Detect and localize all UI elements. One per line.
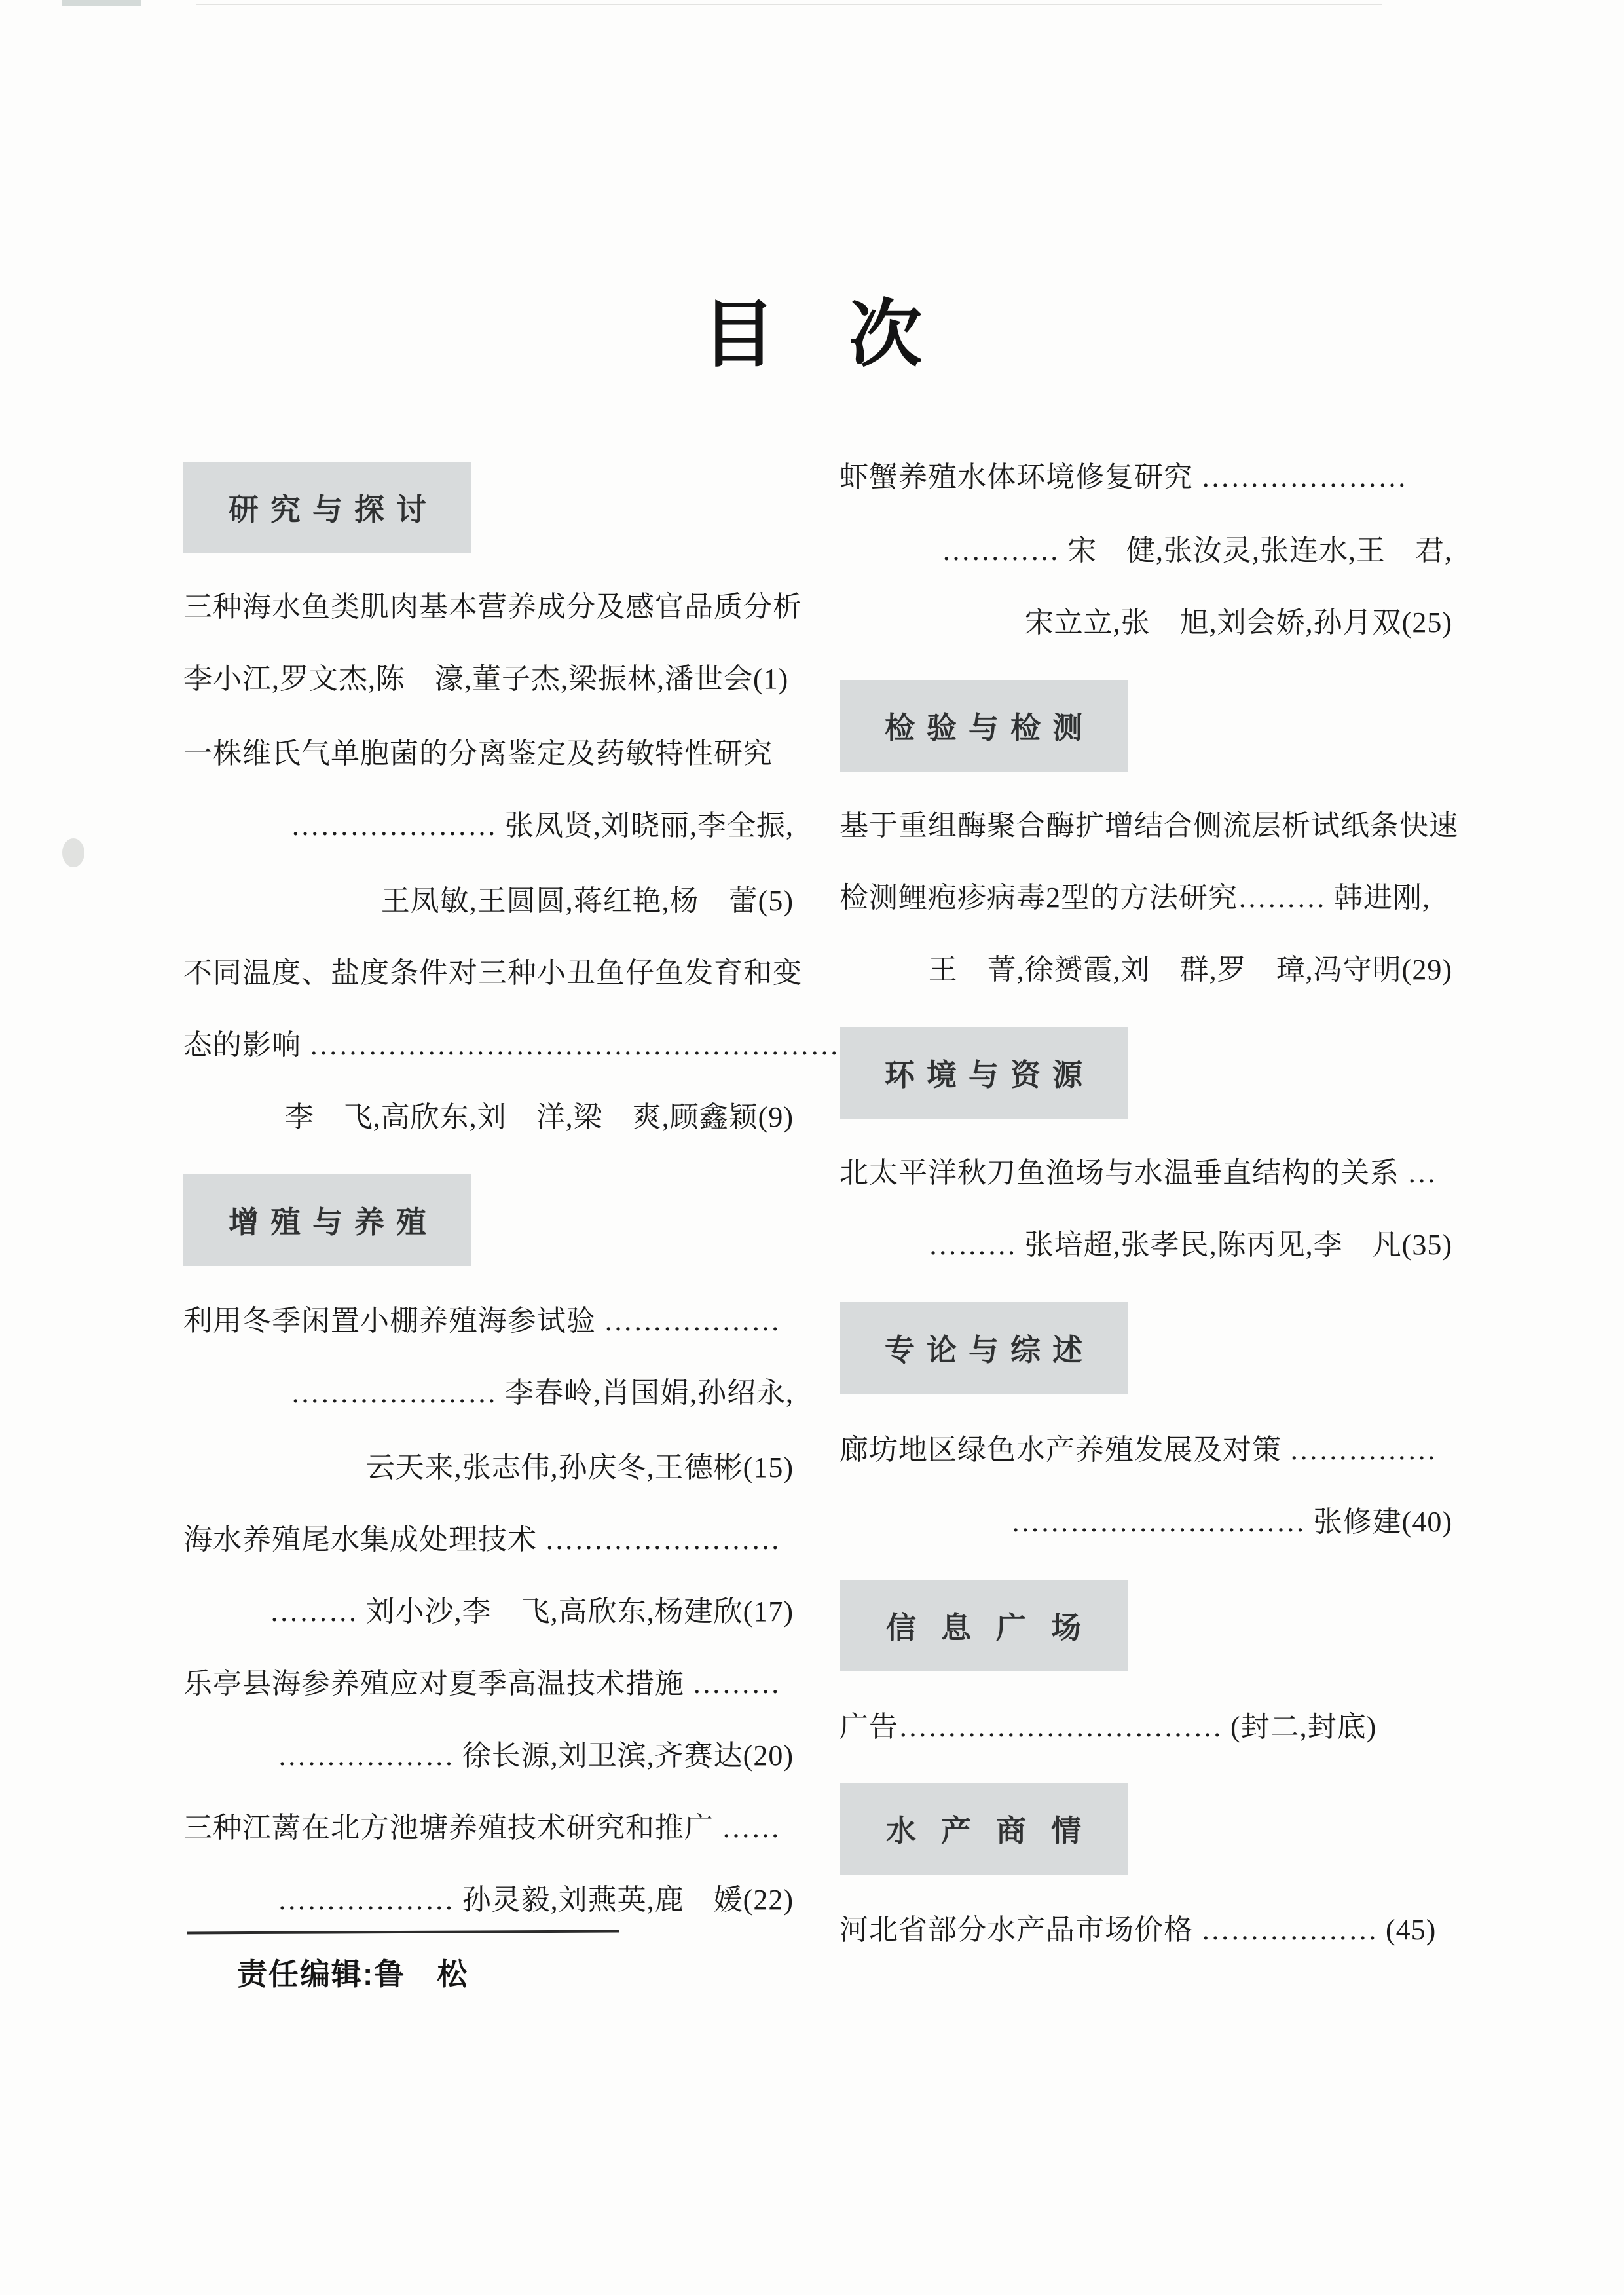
section-header-aquatic-market-news: 水产商情 — [840, 1783, 1128, 1875]
article-authors: ………………… 张凤贤,刘晓丽,李全振, — [291, 810, 794, 842]
article-title: 一株维氏气单胞菌的分离鉴定及药敏特性研究 — [183, 737, 773, 770]
section-header-environment-resources: 环境与资源 — [840, 1027, 1128, 1119]
article-title: 廊坊地区绿色水产养殖发展及对策 …………… — [840, 1434, 1437, 1466]
article-authors: 王凤敏,王圆圆,蒋红艳,杨 蕾(5) — [380, 885, 794, 917]
article-authors: ………… 宋 健,张汝灵,张连水,王 君, — [942, 534, 1452, 567]
article-authors: ……………… 孙灵毅,刘燕英,鹿 媛(22) — [277, 1884, 794, 1916]
article-title: 三种海水鱼类肌肉基本营养成分及感官品质分析 — [183, 591, 802, 623]
article-authors: ………………… 李春岭,肖国娟,孙绍永, — [291, 1377, 794, 1409]
article-title: 基于重组酶聚合酶扩增结合侧流层析试纸条快速 — [840, 810, 1458, 842]
section-header-research-discussion: 研究与探讨 — [183, 462, 471, 553]
article-title: 虾蟹养殖水体环境修复研究 ………………… — [840, 461, 1407, 493]
article-title: 态的影响 ……………………………………………… — [183, 1029, 840, 1061]
article-title: 三种江蓠在北方池塘养殖技术研究和推广 …… — [183, 1812, 781, 1844]
scan-artifact-top-smudge — [62, 0, 141, 6]
scan-artifact-blob — [62, 838, 84, 867]
article-title: 乐亭县海参养殖应对夏季高温技术措施 ……… — [183, 1668, 781, 1700]
article-title: 广告…………………………… (封二,封底) — [840, 1711, 1377, 1743]
article-authors: 王 菁,徐赟霞,刘 群,罗 璋,冯守明(29) — [928, 954, 1452, 986]
responsible-editor-label: 责任编辑:鲁 松 — [237, 1957, 469, 1991]
section-header-inspection-testing: 检验与检测 — [840, 680, 1128, 772]
section-header-monographs-reviews: 专论与综述 — [840, 1302, 1128, 1394]
section-header-propagation-aquaculture: 增殖与养殖 — [183, 1174, 471, 1266]
article-title: 河北省部分水产品市场价格 ……………… (45) — [840, 1914, 1437, 1946]
article-authors: ……… 刘小沙,李 飞,高欣东,杨建欣(17) — [269, 1595, 794, 1628]
right-column — [840, 0, 1458, 2295]
article-title: 检测鲤疱疹病毒2型的方法研究……… 韩进刚, — [840, 882, 1430, 914]
page-title: 目 次 — [702, 295, 922, 376]
article-authors: 李小江,罗文杰,陈 濠,董子杰,梁振林,潘世会(1) — [183, 663, 789, 695]
section-header-information-plaza: 信息广场 — [840, 1580, 1128, 1671]
article-authors: ………………………… 张修建(40) — [1010, 1506, 1452, 1538]
article-authors: 云天来,张志伟,孙庆冬,王德彬(15) — [365, 1451, 794, 1483]
article-title: 利用冬季闲置小棚养殖海参试验 ……………… — [183, 1305, 781, 1337]
article-title: 不同温度、盐度条件对三种小丑鱼仔鱼发育和变 — [183, 957, 802, 989]
article-authors: ……… 张培超,张孝民,陈丙见,李 凡(35) — [928, 1229, 1452, 1261]
article-authors: 李 飞,高欣东,刘 洋,梁 爽,顾鑫颖(9) — [284, 1101, 794, 1133]
article-title: 北太平洋秋刀鱼渔场与水温垂直结构的关系 … — [840, 1157, 1437, 1189]
article-authors: 宋立立,张 旭,刘会娇,孙月双(25) — [1024, 606, 1452, 639]
article-authors: ……………… 徐长源,刘卫滨,齐赛达(20) — [277, 1740, 794, 1772]
article-title: 海水养殖尾水集成处理技术 …………………… — [183, 1523, 781, 1556]
